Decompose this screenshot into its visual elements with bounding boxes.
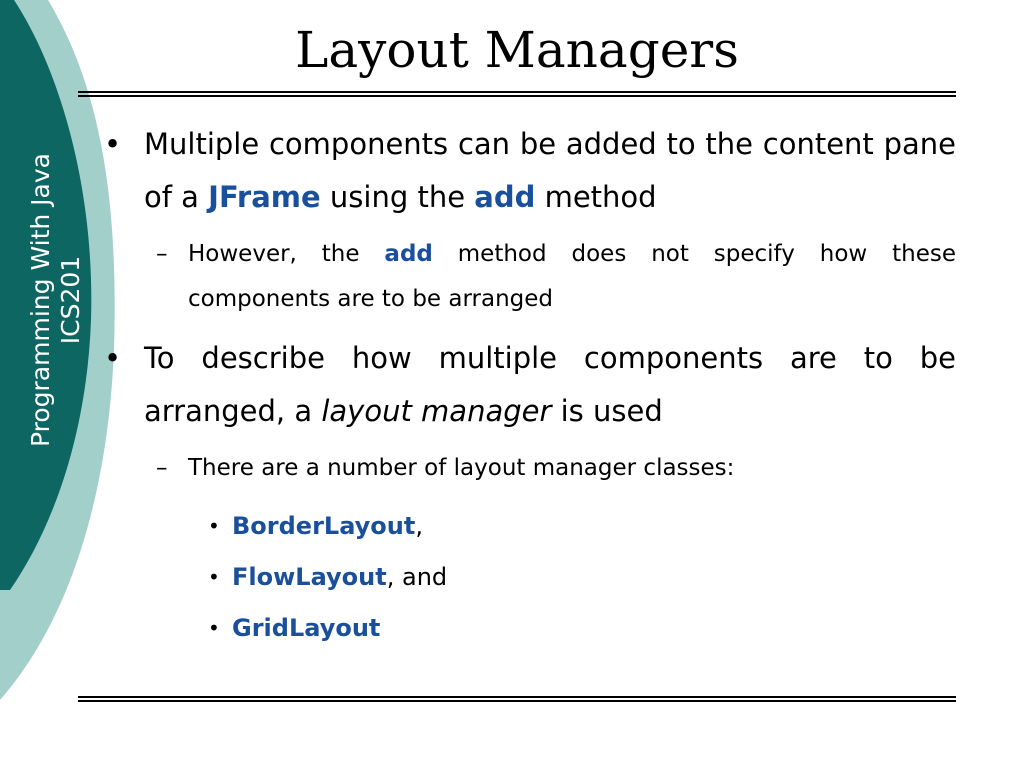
bullet-point (100, 332, 956, 438)
bullet-text: method (544, 180, 657, 214)
keyword-add: add (474, 180, 536, 214)
sub-bullet-point (100, 232, 956, 322)
list-item (100, 501, 956, 552)
keyword-jframe: JFrame (208, 180, 321, 214)
keyword-flow-layout: FlowLayout (232, 563, 387, 591)
sub-bullet-text: There are a number of layout manager classes: (188, 455, 735, 481)
footer-divider (78, 696, 956, 702)
list-item-suffix: , and (386, 563, 448, 591)
keyword-border-layout: BorderLayout (232, 512, 416, 540)
bullet-text: Multiple components can be added to the content pane of a (144, 127, 956, 214)
emphasis-layout-manager: layout manager (321, 394, 552, 428)
slide-content (100, 118, 956, 654)
keyword-grid-layout: GridLayout (232, 614, 381, 642)
sidebar-course-label (26, 110, 86, 490)
list-item (100, 603, 956, 654)
bullet-text: is used (560, 394, 663, 428)
bullet-marker: • (104, 127, 122, 161)
list-item-suffix: , (415, 512, 423, 540)
dash-marker: – (156, 455, 168, 481)
bullet-marker: • (208, 616, 220, 640)
keyword-add: add (384, 241, 433, 267)
dash-marker: – (156, 241, 168, 267)
bullet-marker: • (208, 565, 220, 589)
sub-bullet-text: However, the (188, 241, 360, 267)
list-item (100, 552, 956, 603)
bullet-point (100, 118, 956, 224)
title-divider (78, 91, 956, 97)
sub-bullet-text: method does not specify how these components are to be arranged (188, 241, 957, 312)
bullet-marker: • (208, 514, 220, 538)
sidebar-course-code: ICS201 (56, 255, 85, 345)
bullet-marker: • (104, 341, 122, 375)
sub-bullet-point (100, 446, 956, 491)
bullet-text: To describe how multiple components are to be arranged, a (144, 341, 956, 428)
slide-title: Layout Managers (295, 21, 739, 79)
sidebar-course-title: Programming With Java (26, 153, 55, 447)
bullet-text: using the (329, 180, 466, 214)
